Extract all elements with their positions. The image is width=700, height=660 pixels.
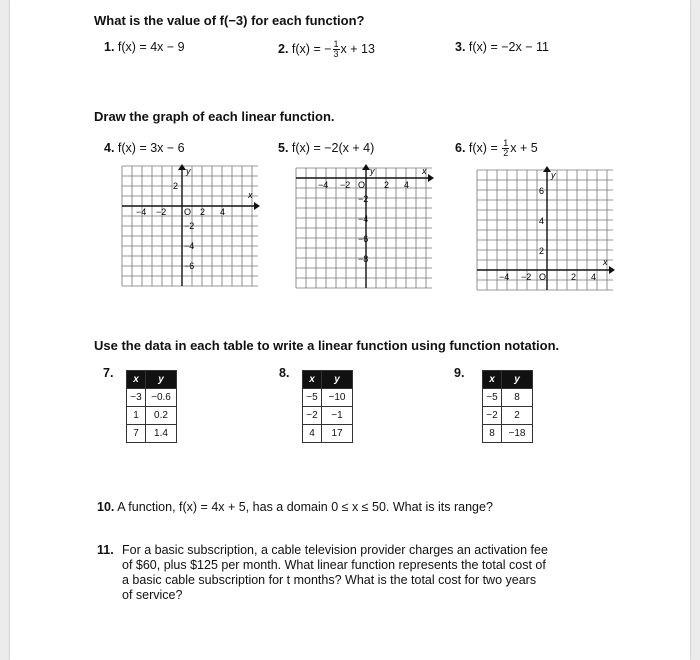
problem-expression: f(x) = 3x − 6 xyxy=(117,141,185,155)
coordinate-grid-2[interactable] xyxy=(294,164,434,290)
table-cell-x: 1 xyxy=(127,407,146,425)
y-tick-label: 2 xyxy=(539,246,545,256)
table-cell-y: 17 xyxy=(322,425,353,443)
table-cell-x: −2 xyxy=(303,407,322,425)
y-tick-label: 6 xyxy=(539,186,545,196)
problem-expression-lhs: f(x) = − xyxy=(291,41,332,56)
table-cell-y: 2 xyxy=(502,407,533,425)
section3-title: Use the data in each table to write a linear function using function notation. xyxy=(94,338,560,353)
coordinate-grid-1[interactable] xyxy=(120,164,260,290)
table-cell-y: 8 xyxy=(502,389,533,407)
problem-6 xyxy=(455,139,538,158)
table-header-x: x xyxy=(483,371,502,389)
worksheet-page xyxy=(10,0,690,660)
data-table-7 xyxy=(126,370,177,443)
table-cell-x: 7 xyxy=(127,425,146,443)
problem-expression: f(x) = 4x − 9 xyxy=(117,40,185,54)
y-axis-arrow xyxy=(543,166,551,172)
data-table-8 xyxy=(302,370,353,443)
question-number: 10. xyxy=(97,500,115,514)
table-cell-x: −2 xyxy=(483,407,502,425)
origin-label: O xyxy=(184,207,192,217)
section1-title: What is the value of f(−3) for each function? xyxy=(94,13,365,28)
table-cell-y: 0.2 xyxy=(146,407,177,425)
table-cell-y: −18 xyxy=(502,425,533,443)
x-tick-label: −2 xyxy=(521,272,532,282)
table-row xyxy=(483,407,533,425)
problem-5 xyxy=(278,141,374,155)
y-tick-label: −2 xyxy=(184,221,195,231)
fraction xyxy=(502,139,509,158)
problem-number: 2. xyxy=(278,41,289,56)
fraction-denominator: 2 xyxy=(503,148,509,158)
fraction-denominator: 3 xyxy=(333,49,339,59)
y-tick-label: 2 xyxy=(173,181,179,191)
x-tick-label: −4 xyxy=(499,272,510,282)
problem-number: 1. xyxy=(104,40,115,54)
table-cell-x: −3 xyxy=(127,389,146,407)
table-row xyxy=(303,389,353,407)
origin-label: O xyxy=(539,272,547,282)
table-header-y: y xyxy=(502,371,533,389)
question-text-line: a basic cable subscription for t months? What is the total cost for two years xyxy=(122,573,537,587)
y-tick-label: 4 xyxy=(539,216,545,226)
question-10 xyxy=(97,500,493,515)
problem-number: 6. xyxy=(455,140,466,155)
x-tick-label: 4 xyxy=(220,207,226,217)
table-header-y: y xyxy=(322,371,353,389)
table-cell-x: 8 xyxy=(483,425,502,443)
problem-number: 5. xyxy=(278,141,289,155)
x-tick-label: 2 xyxy=(384,180,390,190)
problem-number: 4. xyxy=(104,141,115,155)
x-axis-label: x xyxy=(603,257,608,267)
x-tick-label: 2 xyxy=(571,272,577,282)
question-11-text xyxy=(122,543,548,603)
table-header-y: y xyxy=(146,371,177,389)
table-row xyxy=(483,425,533,443)
question-11-number: 11. xyxy=(97,543,114,557)
x-tick-label: −2 xyxy=(340,180,351,190)
problem-8-number: 8. xyxy=(279,366,290,380)
problem-9-number: 9. xyxy=(454,366,465,380)
problem-expression-rhs: x + 13 xyxy=(340,41,375,56)
problem-1 xyxy=(104,40,185,54)
table-cell-y: −1 xyxy=(322,407,353,425)
fraction-numerator: 1 xyxy=(333,39,339,49)
table-row xyxy=(127,389,177,407)
x-tick-label: −2 xyxy=(156,207,167,217)
table-row xyxy=(303,425,353,443)
y-tick-label: −8 xyxy=(358,254,369,264)
x-tick-label: 4 xyxy=(404,180,410,190)
coordinate-grid-3[interactable] xyxy=(475,166,615,296)
fraction-numerator: 1 xyxy=(503,138,509,148)
question-text: A function, f(x) = 4x + 5, has a domain 0 ≤ x ≤ 50. What is its range? xyxy=(117,500,493,514)
problem-expression: f(x) = −2x − 11 xyxy=(468,40,549,54)
y-tick-label: −6 xyxy=(184,261,195,271)
table-header-x: x xyxy=(303,371,322,389)
y-axis-label: y xyxy=(370,166,375,176)
x-axis-label: x xyxy=(422,166,427,176)
x-tick-label: −4 xyxy=(136,207,147,217)
y-tick-label: −4 xyxy=(358,214,369,224)
table-cell-y: −10 xyxy=(322,389,353,407)
y-axis-label: y xyxy=(186,166,191,176)
question-text-line: of service? xyxy=(122,588,183,602)
table-cell-y: 1.4 xyxy=(146,425,177,443)
table-row xyxy=(127,425,177,443)
x-axis-arrow xyxy=(254,202,260,210)
fraction xyxy=(333,40,340,59)
problem-2 xyxy=(278,40,375,59)
x-tick-label: 4 xyxy=(591,272,597,282)
problem-number: 3. xyxy=(455,40,466,54)
data-table-9 xyxy=(482,370,533,443)
problem-3 xyxy=(455,40,549,54)
table-cell-x: 4 xyxy=(303,425,322,443)
y-tick-label: −6 xyxy=(358,234,369,244)
x-axis-arrow xyxy=(428,174,434,182)
y-tick-label: −4 xyxy=(184,241,195,251)
x-tick-label: 2 xyxy=(200,207,206,217)
table-cell-y: −0.6 xyxy=(146,389,177,407)
section2-title: Draw the graph of each linear function. xyxy=(94,109,335,124)
table-row xyxy=(303,407,353,425)
problem-expression-lhs: f(x) = xyxy=(468,140,502,155)
problem-expression-rhs: x + 5 xyxy=(510,140,538,155)
table-cell-x: −5 xyxy=(303,389,322,407)
table-cell-x: −5 xyxy=(483,389,502,407)
x-axis-arrow xyxy=(609,266,615,274)
question-text-line: For a basic subscription, a cable television provider charges an activation fee xyxy=(122,543,548,557)
question-text-line: of $60, plus $125 per month. What linear function represents the total cost of xyxy=(122,558,546,572)
problem-7-number: 7. xyxy=(103,366,114,380)
origin-label: O xyxy=(358,180,366,190)
y-tick-label: −2 xyxy=(358,194,369,204)
x-tick-label: −4 xyxy=(318,180,329,190)
table-row xyxy=(127,407,177,425)
x-axis-label: x xyxy=(248,190,253,200)
problem-4 xyxy=(104,141,185,155)
table-header-x: x xyxy=(127,371,146,389)
y-axis-label: y xyxy=(551,170,556,180)
y-axis-arrow xyxy=(178,164,186,170)
problem-expression: f(x) = −2(x + 4) xyxy=(291,141,375,155)
table-row xyxy=(483,389,533,407)
y-axis-arrow xyxy=(362,164,370,170)
